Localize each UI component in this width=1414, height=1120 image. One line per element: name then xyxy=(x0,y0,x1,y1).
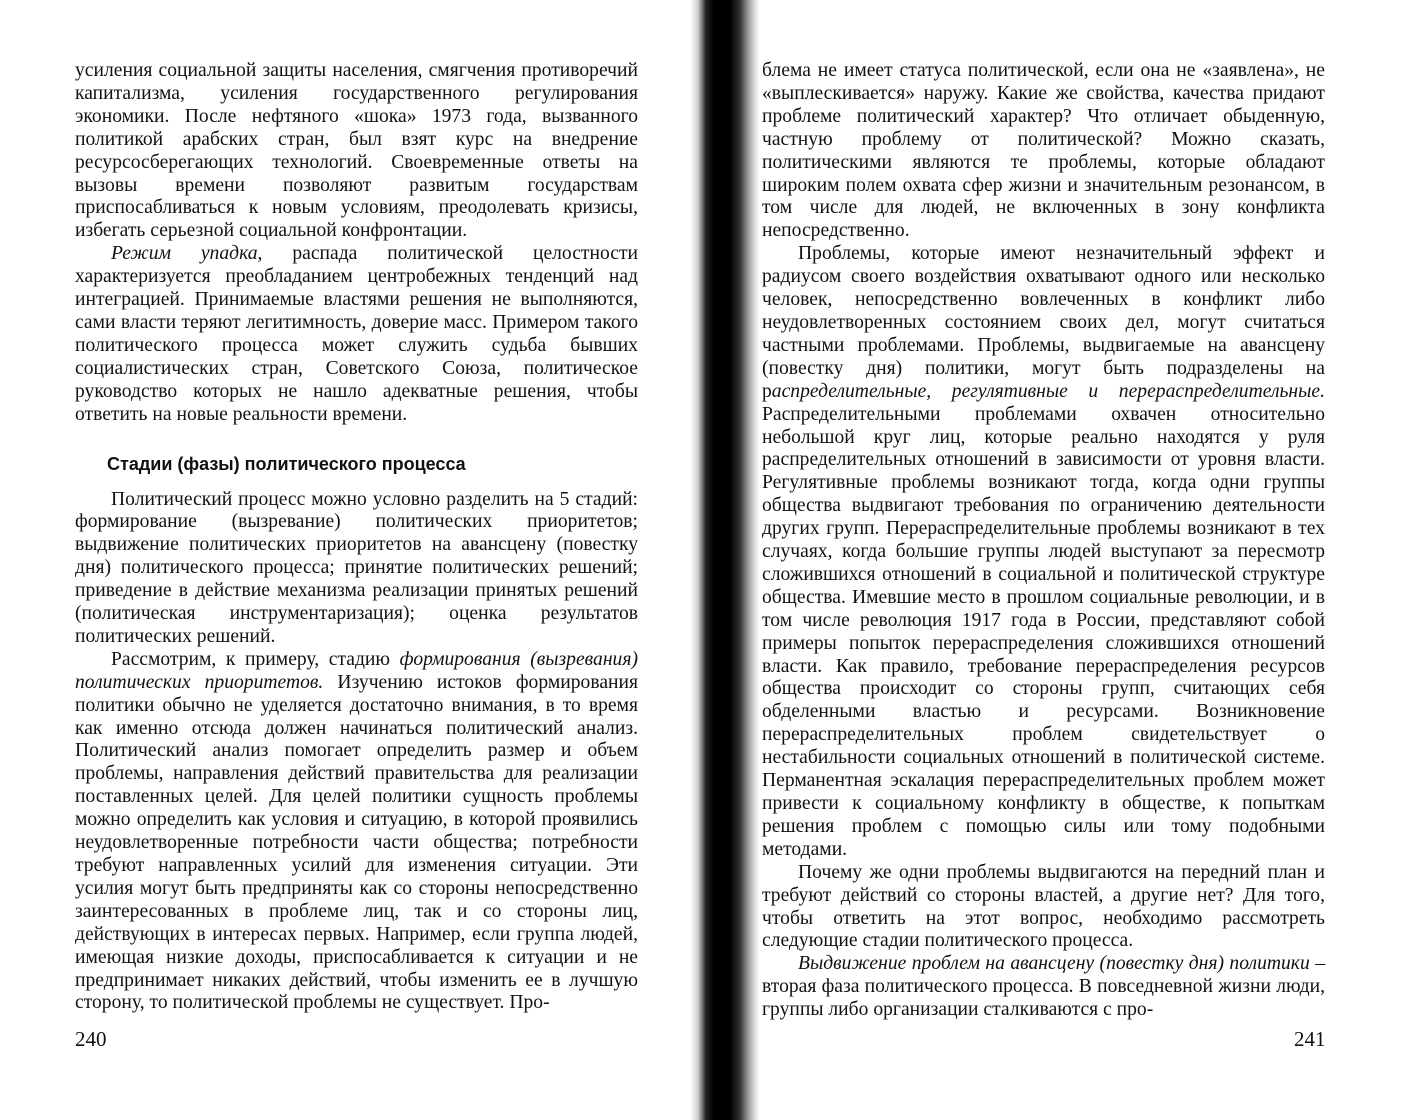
left-paragraph-2-text: распада политической целостности характеризуется преобладанием центробежных тенденций над интеграцией. Принимаемые властями решения не выполняются, сами власти теряют легитимность, доверие масс. Примером такого политического процесса может служить судьба бывших социалистических стран, Советского Союза, политическое руководство которых не нашло адекватные решения, чтобы ответить на новые реальности времени. xyxy=(75,243,638,425)
left-paragraph-4 xyxy=(75,649,638,1016)
right-paragraph-3: Почему же одни проблемы выдвигаются на передний план и требуют действий со стороны властей, а другие нет? Для того, чтобы ответить на этот вопрос, необходимо рассмотреть следующие стадии политического процесса. xyxy=(762,861,1325,952)
term-formation-stage: формирования (вызревания) политических приоритетов. xyxy=(75,648,638,693)
right-paragraph-4-text: – вторая фаза политического процесса. В повседневной жизни люди, группы либо организации сталкиваются с про- xyxy=(762,953,1325,1021)
left-paragraph-4-text: Изучению истоков формирования политики обычно не уделяется достаточно внимания, в то время как именно отсюда должен начинаться политический анализ. Политический анализ помогает определить размер и объем проблемы, направления действий правительства для реализации поставленных целей. Для целей политики сущность проблемы можно определить как условия и ситуацию, в которой проявились неудовлетворенные потребности части общества; потребности требуют направленных усилий для изменения ситуации. Эти усилия могут быть предприняты как со стороны непосредственно заинтересованных в проблеме лиц, так и со стороны лиц, действующих в интересах первых. Например, если группа людей, имеющая низкие доходы, приспосабливается к ситуации и не предпринимает никаких действий, чтобы изменить ее в лучшую сторону, то политической проблемы не существует. Про- xyxy=(75,671,639,1014)
left-paragraph-4-start: Рассмотрим, к примеру, стадию xyxy=(111,648,400,670)
book-gutter-shadow xyxy=(690,0,760,1120)
page-number-left: 240 xyxy=(75,1027,107,1051)
right-paragraph-1: блема не имеет статуса политической, если она не «заявлена», не «выплескивается» наружу. Какие же свойства, качества придают проблеме политический характер? Что отличает обыденную, частную проблему от политической? Можно сказать, политическими являются те проблемы, которые обладают широким полем охвата сфер жизни и значительным резонансом, в том числе для людей, не включенных в зону конфликта непосредственно. xyxy=(762,60,1325,242)
term-agenda-stage: Выдвижение проблем на авансцену (повестку дня) политики xyxy=(798,953,1310,975)
left-paragraph-3: Политический процесс можно условно разделить на 5 стадий: формирование (вызревание) политических приоритетов; выдвижение политических приоритетов на авансцену (повестку дня) политического процесса; принятие политических решений; приведение в действие механизма реализации принятых решений (политическая инструментаризация); оценка результатов политических решений. xyxy=(75,488,638,647)
term-decline-regime: Режим упадка, xyxy=(111,243,263,265)
page-number-right: 241 xyxy=(1294,1027,1326,1051)
left-page xyxy=(75,60,638,1015)
left-paragraph-1: усиления социальной защиты населения, смягчения противоречий капитализма, усиления государственного регулирования экономики. После нефтяного «шока» 1973 года, вызванного политикой арабских стран, был взят курс на внедрение ресурсосберегающих технологий. Своевременные ответы на вызовы времени позволяют развитым государствам приспосабливаться к новым условиям, преодолевать кризисы, избегать серьезной социальной конфронтации. xyxy=(75,60,638,242)
right-page xyxy=(762,60,1325,1022)
term-problem-types: аспределительные, регулятивные и перераспределительные. xyxy=(771,380,1325,402)
section-heading: Стадии (фазы) политического процесса xyxy=(107,453,466,474)
right-paragraph-4 xyxy=(762,953,1325,1022)
right-paragraph-2-text: Распределительными проблемами охвачен относительно небольшой круг лиц, которые реально находятся у руля распределительных отношений в зависимости от уровня власти. Регулятивные проблемы возникают тогда, когда одни группы общества выдвигают требования по ограничению деятельности других групп. Перераспределительные проблемы возникают в тех случаях, когда большие группы людей выступают за пересмотр сложившихся отношений в социальной и политической структуре общества. Имевшие место в прошлом социальные революции, и в том числе революция 1917 года в России, представляют собой примеры попыток перераспределения сложившихся отношений власти. Как правило, требование перераспределения ресурсов общества происходит со стороны групп, считающих себя обделенными властью и ресурсами. Возникновение перераспределительных проблем свидетельствует о нестабильности социальных отношений в политической системе. Перманентная эскалация перераспределительных проблем может привести к социальному конфликту в обществе, к попыткам решения проблем с помощью силы или тому подобными методами. xyxy=(762,403,1325,860)
left-paragraph-2 xyxy=(75,243,638,426)
right-paragraph-2 xyxy=(762,243,1325,861)
right-paragraph-2-start: Проблемы, которые имеют незначительный эффект и радиусом своего воздействия охватывают одного или несколько человек, непосредственно вовлеченных в конфликт либо неудовлетворенных состоянием своих дел, могут считаться частными проблемами. Проблемы, выдвигаемые на авансцену (повестку дня) политики, могут быть подразделены на р xyxy=(762,243,1325,402)
